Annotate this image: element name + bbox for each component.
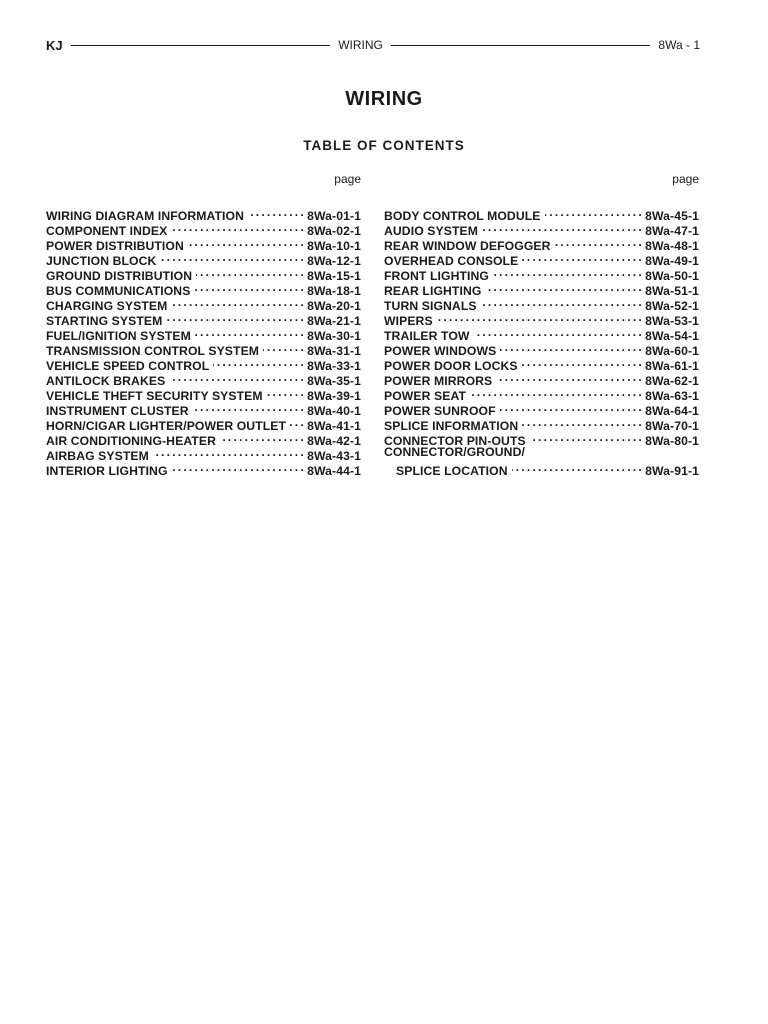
toc-entry-page: 8Wa-20-1 [307,299,361,313]
toc-entry-label: SPLICE INFORMATION [384,419,519,433]
toc-entry-page: 8Wa-53-1 [645,314,699,328]
toc-entry-page: 8Wa-35-1 [307,374,361,388]
toc-entry-label: TURN SIGNALS [384,299,477,313]
toc-entry-label: CONNECTOR/GROUND/ [384,445,525,459]
toc-leader-dots [196,265,303,280]
toc-entry-page: 8Wa-80-1 [645,434,699,448]
toc-leader-dots [248,205,303,220]
toc-entry-label: OVERHEAD CONSOLE [384,254,519,268]
toc-entry-label: FUEL/IGNITION SYSTEM [46,329,191,343]
toc-entry-label: POWER MIRRORS [384,374,493,388]
toc-entry [384,205,699,223]
toc-entry-label: POWER SEAT [384,389,467,403]
toc-leader-dots [169,370,303,385]
toc-entry-page: 8Wa-48-1 [645,239,699,253]
toc-entry [46,205,361,223]
toc-leader-dots [171,220,303,235]
toc-entry-label: COMPONENT INDEX [46,224,168,238]
toc-entry-label: BODY CONTROL MODULE [384,209,541,223]
toc-entry-page: 8Wa-15-1 [307,269,361,283]
header-section-code: KJ [46,37,63,53]
toc-leader-dots [522,250,641,265]
toc-column-right [384,171,699,478]
header-page-number: 8Wa - 1 [658,38,700,52]
toc-list-left [46,205,361,478]
toc-entry-label: HORN/CIGAR LIGHTER/POWER OUTLET [46,419,287,433]
toc-entry-page: 8Wa-70-1 [645,419,699,433]
toc-leader-dots [545,205,642,220]
toc-list-right [384,205,699,478]
toc-entry-label: JUNCTION BLOCK [46,254,157,268]
toc-entry-page: 8Wa-50-1 [645,269,699,283]
toc-leader-dots [220,430,303,445]
toc-leader-dots [263,340,303,355]
toc-entry-label: AIR CONDITIONING-HEATER [46,434,216,448]
toc-entry-page: 8Wa-02-1 [307,224,361,238]
page-title: WIRING [345,88,423,110]
toc-entry-page: 8Wa-31-1 [307,344,361,358]
toc-entry-page: 8Wa-51-1 [645,284,699,298]
toc-entry-label: ANTILOCK BRAKES [46,374,166,388]
header-rule-left [71,45,331,46]
toc-leader-dots [213,355,303,370]
toc-leader-dots [194,280,303,295]
toc-entry-page: 8Wa-43-1 [307,449,361,463]
toc-entry-label: BUS COMMUNICATIONS [46,284,191,298]
toc-entry-page: 8Wa-42-1 [307,434,361,448]
toc-leader-dots [188,235,303,250]
toc-entry-label: AUDIO SYSTEM [384,224,478,238]
toc-leader-dots [482,220,641,235]
toc-leader-dots [193,400,304,415]
toc-leader-dots [437,310,641,325]
toc-entry-page: 8Wa-54-1 [645,329,699,343]
toc-entry-page: 8Wa-33-1 [307,359,361,373]
toc-entry-page: 8Wa-63-1 [645,389,699,403]
toc-entry-page: 8Wa-01-1 [307,209,361,223]
toc-leader-dots [512,460,642,475]
toc-leader-dots [493,265,641,280]
toc-leader-dots [470,385,641,400]
toc-entry-page: 8Wa-18-1 [307,284,361,298]
toc-entry-label: AIRBAG SYSTEM [46,449,149,463]
page-column-label: page [334,172,361,186]
toc-entry [384,460,699,478]
toc-entry-label: POWER DISTRIBUTION [46,239,184,253]
toc-entry-label: VEHICLE SPEED CONTROL [46,359,210,373]
toc-entry-page: 8Wa-47-1 [645,224,699,238]
toc-leader-dots [160,250,303,265]
toc-entry-page: 8Wa-61-1 [645,359,699,373]
toc-entry-label: WIPERS [384,314,433,328]
toc-leader-dots [267,385,303,400]
toc-entry-label: STARTING SYSTEM [46,314,163,328]
toc-entry-page: 8Wa-62-1 [645,374,699,388]
toc-leader-dots [195,325,303,340]
page-column-label: page [672,172,699,186]
toc-entry-label: WIRING DIAGRAM INFORMATION [46,209,245,223]
toc-leader-dots [530,430,641,445]
toc-entry-page: 8Wa-64-1 [645,404,699,418]
toc-entry-page: 8Wa-39-1 [307,389,361,403]
toc-entry-page: 8Wa-49-1 [645,254,699,268]
toc-entry-page: 8Wa-91-1 [645,464,699,478]
toc-leader-dots [474,325,642,340]
toc-entry-page: 8Wa-21-1 [307,314,361,328]
toc-leader-dots [555,235,642,250]
toc-entry-label: FRONT LIGHTING [384,269,489,283]
running-header [46,36,700,54]
toc-entry-label: CONNECTOR PIN-OUTS [384,434,526,448]
toc-entry-label: REAR LIGHTING [384,284,482,298]
toc-entry-page: 8Wa-12-1 [307,254,361,268]
toc-leader-dots [171,295,303,310]
toc-leader-dots [496,370,641,385]
toc-entry-label: TRANSMISSION CONTROL SYSTEM [46,344,260,358]
toc-entry-label: TRAILER TOW [384,329,470,343]
toc-entry-page: 8Wa-40-1 [307,404,361,418]
toc-leader-dots [481,295,642,310]
header-section-title: WIRING [338,38,383,52]
toc-entry-page: 8Wa-52-1 [645,299,699,313]
toc-entry-label: POWER WINDOWS [384,344,497,358]
toc-entry-page: 8Wa-41-1 [307,419,361,433]
toc-entry-label: SPLICE LOCATION [396,464,508,478]
header-rule-right [391,45,651,46]
toc-leader-dots [485,280,641,295]
toc-entry-page: 8Wa-60-1 [645,344,699,358]
toc-entry-page: 8Wa-44-1 [307,464,361,478]
toc-leader-dots [153,445,303,460]
toc-leader-dots [166,310,303,325]
toc-entry-page: 8Wa-10-1 [307,239,361,253]
toc-entry-label: POWER SUNROOF [384,404,496,418]
toc-leader-dots [522,355,642,370]
toc-leader-dots [290,415,303,430]
toc-leader-dots [172,460,304,475]
toc-entry-label: INTERIOR LIGHTING [46,464,168,478]
toc-leader-dots [500,400,641,415]
toc-leader-dots [522,415,641,430]
toc-entry-label: VEHICLE THEFT SECURITY SYSTEM [46,389,263,403]
toc-heading: TABLE OF CONTENTS [303,138,465,153]
toc-column-left [46,171,361,478]
toc-entry-label: CHARGING SYSTEM [46,299,168,313]
toc-entry-page: 8Wa-45-1 [645,209,699,223]
toc-entry-label: INSTRUMENT CLUSTER [46,404,189,418]
toc-entry-label: POWER DOOR LOCKS [384,359,518,373]
toc-leader-dots [500,340,641,355]
toc-entry-page: 8Wa-30-1 [307,329,361,343]
toc-entry-label: REAR WINDOW DEFOGGER [384,239,551,253]
toc-entry-label: GROUND DISTRIBUTION [46,269,193,283]
